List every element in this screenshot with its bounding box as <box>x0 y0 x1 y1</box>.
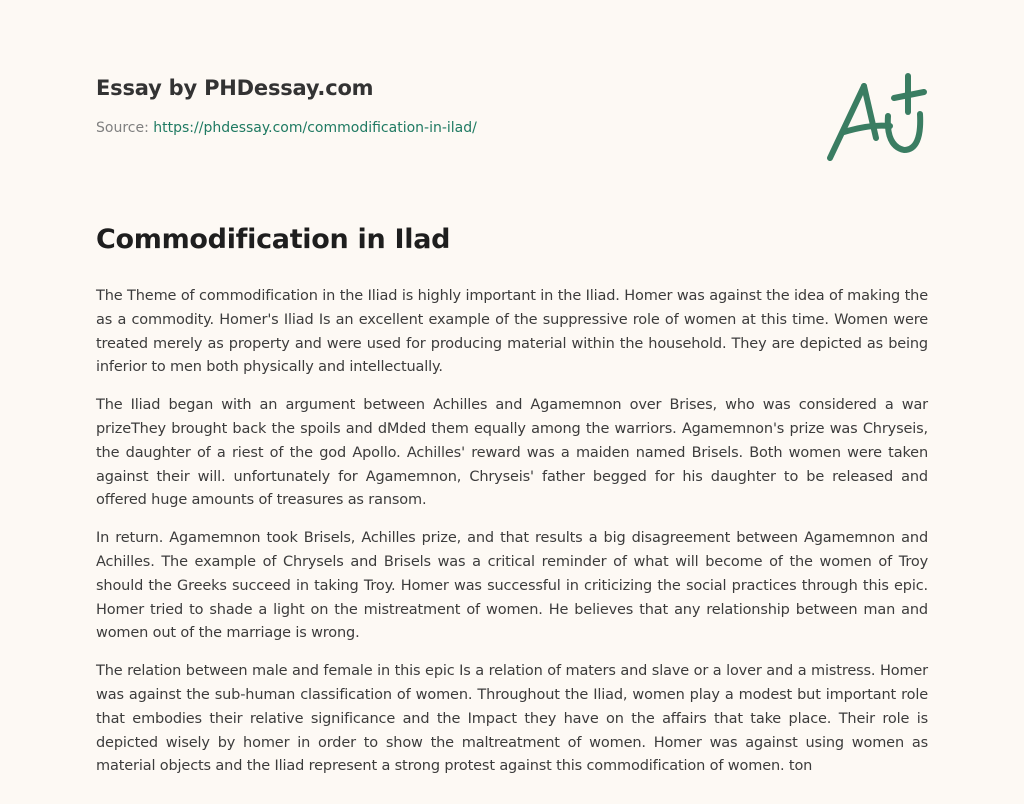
site-title: Essay by PHDessay.com <box>96 76 374 100</box>
essay-paragraph: In return. Agamemnon took Brisels, Achilles prize, and that results a big disagreement between Agamemnon and Achilles. The example of Chrysels and Brisels was a critical reminder of what will become of the women of Troy should the Greeks succeed in taking Troy. Homer was successful in criticizing the social practices through this epic. Homer tried to shade a light on the mistreatment of women. He believes that any relationship between man and women out of the marriage is wrong. <box>96 530 928 642</box>
source-line <box>96 120 936 136</box>
essay-paragraph: The Theme of commodification in the Iliad is highly important in the Iliad. Homer was against the idea of making the as a commodity. Homer's Iliad Is an excellent example of the suppressive role of women at this time. Women were treated merely as property and were used for producing material within the household. They are depicted as being inferior to men both physically and intellectually. <box>96 288 928 376</box>
a-plus-grade-icon <box>820 66 930 166</box>
essay-title: Commodification in Ilad <box>96 224 451 255</box>
essay-body <box>96 285 928 793</box>
source-link[interactable]: https://phdessay.com/commodification-in-ilad/ <box>153 120 477 136</box>
source-label: Source: <box>96 120 149 136</box>
page-header <box>96 76 936 136</box>
essay-paragraph: The relation between male and female in this epic Is a relation of maters and slave or a lover and a mistress. Homer was against the sub-human classification of women. Throughout the Iliad, women play a modest but important role that embodies their relative significance and the Impact they have on the affairs that take place. Their role is depicted wisely by homer in order to show the maltreatment of women. Homer was against using women as material objects and the Iliad represent a strong protest against this commodification of women. ton <box>96 663 928 775</box>
essay-paragraph: The Iliad began with an argument between Achilles and Agamemnon over Brises, who was considered a war prizeThey brought back the spoils and dMded them equally among the warriors. Agamemnon's prize was Chryseis, the daughter of a riest of the god Apollo. Achilles' reward was a maiden named Brisels. Both women were taken against their will. unfortunately for Agamemnon, Chryseis' father begged for his daughter to be released and offered huge amounts of treasures as ransom. <box>96 397 928 509</box>
